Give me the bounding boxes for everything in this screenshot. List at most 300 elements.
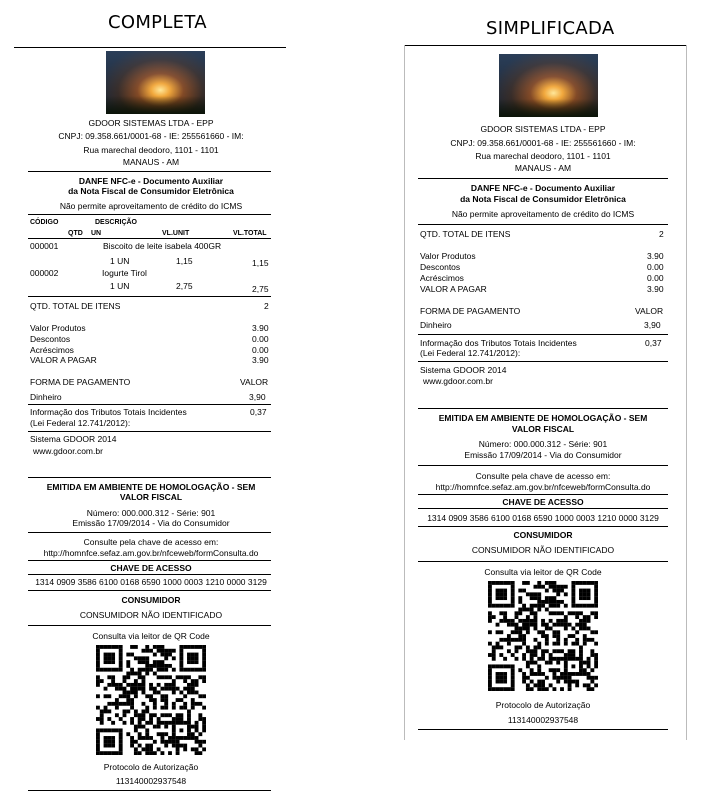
qr-module [552, 642, 556, 646]
qr-module [187, 721, 191, 725]
qr-module [488, 687, 492, 691]
qr-module [104, 740, 108, 744]
qr-module [579, 649, 583, 653]
qr-module [526, 619, 530, 623]
qr-module [499, 676, 503, 680]
tributos-lei: (Lei Federal 12.741/2012): [30, 418, 131, 428]
qr-module [518, 630, 522, 634]
qr-module [179, 706, 183, 710]
qr-module [568, 680, 572, 684]
qr-module [583, 596, 587, 600]
qr-module [107, 694, 111, 698]
qr-module [179, 664, 183, 668]
qr-module [488, 585, 492, 589]
qr-module [142, 649, 146, 653]
qr-module [496, 604, 500, 608]
qr-module [552, 596, 556, 600]
qr-module [130, 698, 134, 702]
qr-module [568, 623, 572, 627]
danfe-note: Não permite aproveitamento de crédito do ICMS [451, 209, 635, 219]
qr-module [138, 656, 142, 660]
qr-module [545, 661, 549, 665]
qr-module [183, 721, 187, 725]
qr-module [511, 687, 515, 691]
qr-module [503, 657, 507, 661]
qr-module [107, 702, 111, 706]
qr-module [160, 645, 164, 649]
qr-module [149, 721, 153, 725]
qr-module [545, 687, 549, 691]
qr-module [168, 683, 172, 687]
qr-module [164, 687, 168, 691]
qr-module [107, 660, 111, 664]
qr-module [126, 694, 130, 698]
qr-module [123, 713, 127, 717]
qr-module [583, 683, 587, 687]
qr-module [575, 683, 579, 687]
qr-module [195, 668, 199, 672]
qr-module [96, 653, 100, 657]
qr-module [496, 680, 500, 684]
qr-module [499, 653, 503, 657]
qr-module [568, 653, 572, 657]
qr-module [503, 680, 507, 684]
qr-module [594, 585, 598, 589]
descontos-value: 0.00 [647, 262, 664, 272]
item-qty: 1 UN [110, 256, 130, 266]
qr-module [537, 672, 541, 676]
qr-module [149, 668, 153, 672]
header-vl-unit: VL.UNIT [162, 230, 190, 237]
qr-module [198, 751, 202, 755]
qr-module [579, 657, 583, 661]
qr-module [119, 645, 123, 649]
qr-module [138, 675, 142, 679]
qr-module [571, 589, 575, 593]
qr-module [590, 676, 594, 680]
qr-module [183, 702, 187, 706]
qr-module [530, 611, 534, 615]
qr-module [515, 645, 519, 649]
qr-module [496, 642, 500, 646]
qr-module [179, 675, 183, 679]
qr-module [575, 638, 579, 642]
qr-module [107, 656, 111, 660]
qr-module [560, 611, 564, 615]
qr-module [111, 721, 115, 725]
qr-module [168, 653, 172, 657]
qr-module [195, 702, 199, 706]
qr-module [545, 608, 549, 612]
qr-module [518, 634, 522, 638]
qr-module [202, 740, 206, 744]
qr-module [123, 679, 127, 683]
qr-module [503, 664, 507, 668]
qr-module [104, 656, 108, 660]
qr-module [176, 687, 180, 691]
qr-module [111, 683, 115, 687]
qr-module [149, 664, 153, 668]
qr-module [503, 581, 507, 585]
qr-module [503, 615, 507, 619]
qr-module [534, 611, 538, 615]
qr-module [96, 736, 100, 740]
qr-module [183, 687, 187, 691]
divider [418, 508, 668, 509]
divider [28, 171, 271, 172]
qr-module [579, 604, 583, 608]
qr-module [552, 657, 556, 661]
qr-module [191, 656, 195, 660]
sistema-label: Sistema GDOOR 2014 [30, 434, 117, 444]
qr-module [134, 740, 138, 744]
qr-module [191, 725, 195, 729]
qr-module [119, 668, 123, 672]
valor-a-pagar-label: VALOR A PAGAR [420, 284, 487, 294]
qr-module [198, 675, 202, 679]
qr-module [537, 664, 541, 668]
qr-module [107, 645, 111, 649]
qr-module [499, 680, 503, 684]
qr-module [560, 619, 564, 623]
qr-module [503, 619, 507, 623]
danfe-subtitle: da Nota Fiscal de Consumidor Eletrônica [460, 194, 626, 204]
qr-module [176, 751, 180, 755]
qr-module [549, 611, 553, 615]
consumidor-value: CONSUMIDOR NÃO IDENTIFICADO [471, 545, 615, 555]
border-right [686, 45, 687, 740]
qr-module [187, 653, 191, 657]
qr-module [160, 706, 164, 710]
divider [418, 361, 668, 362]
qr-module [191, 660, 195, 664]
qr-module [488, 683, 492, 687]
qr-module [594, 653, 598, 657]
qr-module [172, 683, 176, 687]
qr-module [575, 642, 579, 646]
qr-module [100, 721, 104, 725]
qr-module [515, 649, 519, 653]
qr-module [545, 596, 549, 600]
qr-module [142, 717, 146, 721]
qr-module [556, 589, 560, 593]
qr-module [522, 657, 526, 661]
qr-module [134, 679, 138, 683]
qr-module [187, 736, 191, 740]
qr-module [157, 732, 161, 736]
qr-module [526, 623, 530, 627]
qr-module [164, 725, 168, 729]
item-code: 000002 [30, 268, 59, 278]
qr-module [564, 668, 568, 672]
qr-module [564, 653, 568, 657]
qr-module [126, 691, 130, 695]
qr-module [594, 657, 598, 661]
qr-module [541, 657, 545, 661]
qr-module [556, 604, 560, 608]
valor-produtos-value: 3.90 [647, 251, 664, 261]
qr-module [164, 721, 168, 725]
qr-module [507, 642, 511, 646]
qr-module [202, 656, 206, 660]
qr-module [176, 717, 180, 721]
qr-module [530, 687, 534, 691]
qr-module [594, 581, 598, 585]
qr-module [503, 611, 507, 615]
qr-module [549, 581, 553, 585]
qr-module [552, 581, 556, 585]
qr-module [111, 668, 115, 672]
tributos-lei: (Lei Federal 12.741/2012): [420, 348, 521, 358]
qr-module [518, 627, 522, 631]
qr-code[interactable] [96, 645, 206, 755]
company-address: Rua marechal deodoro, 1101 - 1101 [83, 145, 219, 155]
qr-module [183, 668, 187, 672]
qr-module [202, 694, 206, 698]
qr-module [138, 725, 142, 729]
qr-module [202, 668, 206, 672]
header-un: UN [91, 230, 102, 237]
qr-module [556, 600, 560, 604]
qr-module [115, 713, 119, 717]
qr-module [96, 656, 100, 660]
qr-module [104, 660, 108, 664]
qr-module [530, 608, 534, 612]
qr-module [96, 649, 100, 653]
qr-module [496, 581, 500, 585]
qr-module [123, 694, 127, 698]
qr-module [515, 627, 519, 631]
qr-module [545, 676, 549, 680]
qr-module [594, 604, 598, 608]
qr-module [587, 596, 591, 600]
qr-module [503, 604, 507, 608]
qr-module [130, 653, 134, 657]
qr-module [499, 604, 503, 608]
qr-module [164, 706, 168, 710]
qr-module [583, 661, 587, 665]
qr-module [130, 691, 134, 695]
qr-module [191, 687, 195, 691]
forma-pagamento-valor-label: VALOR [240, 377, 269, 387]
qr-module [179, 717, 183, 721]
qr-module [153, 702, 157, 706]
qr-module [153, 698, 157, 702]
qr-module [534, 645, 538, 649]
qr-module [534, 683, 538, 687]
qr-module [202, 717, 206, 721]
qr-module [571, 657, 575, 661]
qr-module [168, 687, 172, 691]
qr-module [583, 623, 587, 627]
qr-module [149, 751, 153, 755]
qr-module [160, 740, 164, 744]
qr-module [126, 702, 130, 706]
qr-module [564, 592, 568, 596]
qr-module [160, 736, 164, 740]
qr-module [587, 683, 591, 687]
qr-module [518, 589, 522, 593]
qr-module [149, 687, 153, 691]
qr-module [134, 683, 138, 687]
consulta-url[interactable]: http://homnfce.sefaz.am.gov.br/nfceweb/formConsulta.do [435, 482, 651, 492]
qr-module [126, 664, 130, 668]
qr-module [107, 668, 111, 672]
qr-module [157, 725, 161, 729]
qr-module [556, 611, 560, 615]
qr-module [579, 668, 583, 672]
qr-module [138, 744, 142, 748]
qr-module [590, 649, 594, 653]
qr-module [583, 642, 587, 646]
qr-module [575, 672, 579, 676]
qr-module [492, 604, 496, 608]
qr-module [511, 619, 515, 623]
qr-module [575, 623, 579, 627]
divider [28, 404, 271, 405]
divider [418, 465, 668, 466]
qr-module [579, 592, 583, 596]
consulta-url[interactable]: http://homnfce.sefaz.am.gov.br/nfceweb/formConsulta.do [43, 548, 259, 558]
qr-module [541, 649, 545, 653]
qr-module [191, 706, 195, 710]
qr-module [587, 638, 591, 642]
divider [28, 214, 271, 215]
divider [418, 494, 668, 495]
qr-module [534, 585, 538, 589]
qr-module [537, 657, 541, 661]
qr-label: Consulta via leitor de QR Code [92, 631, 210, 641]
qr-module [556, 638, 560, 642]
qr-module [511, 664, 515, 668]
qr-module [541, 683, 545, 687]
protocolo-value: 113140002937548 [115, 776, 187, 786]
qr-module [552, 623, 556, 627]
qr-module [119, 744, 123, 748]
qr-module [526, 581, 530, 585]
qr-module [115, 668, 119, 672]
qr-module [541, 604, 545, 608]
qr-module [142, 683, 146, 687]
qr-module [488, 672, 492, 676]
qr-module [530, 680, 534, 684]
qr-module [564, 585, 568, 589]
qr-module [560, 687, 564, 691]
company-logo-image [106, 51, 205, 114]
homologacao-warning-2: VALOR FISCAL [119, 492, 183, 502]
qr-module [202, 725, 206, 729]
qr-module [568, 649, 572, 653]
qr-module [488, 619, 492, 623]
qr-module [145, 706, 149, 710]
qr-module [537, 645, 541, 649]
divider [28, 560, 271, 561]
qr-module [571, 642, 575, 646]
numero-serie: Número: 000.000.312 - Série: 901 [478, 439, 608, 449]
qr-module [503, 676, 507, 680]
qr-module [145, 709, 149, 713]
qr-module [123, 687, 127, 691]
qr-module [564, 627, 568, 631]
qr-module [564, 642, 568, 646]
qr-module [556, 661, 560, 665]
qr-module [104, 728, 108, 732]
qr-module [530, 619, 534, 623]
qr-module [149, 747, 153, 751]
qr-module [556, 619, 560, 623]
qr-module [564, 661, 568, 665]
valor-produtos-value: 3.90 [252, 323, 269, 333]
qr-module [195, 653, 199, 657]
divider [418, 178, 668, 179]
qr-module [499, 611, 503, 615]
qr-module [534, 615, 538, 619]
qr-module [594, 596, 598, 600]
qr-module [571, 604, 575, 608]
qr-module [568, 611, 572, 615]
qr-module [541, 619, 545, 623]
qr-module [130, 645, 134, 649]
qr-module [202, 664, 206, 668]
qr-module [594, 600, 598, 604]
danfe-title: DANFE NFC-e - Documento Auxiliar [470, 183, 616, 193]
qr-module [488, 592, 492, 596]
qr-module [522, 619, 526, 623]
qr-code[interactable] [488, 581, 598, 691]
qr-module [545, 634, 549, 638]
qr-module [496, 676, 500, 680]
qr-module [134, 687, 138, 691]
qr-module [511, 638, 515, 642]
qr-module [202, 747, 206, 751]
qr-module [579, 581, 583, 585]
qr-module [115, 728, 119, 732]
qr-module [168, 664, 172, 668]
qr-module [104, 709, 108, 713]
qr-module [104, 687, 108, 691]
divider [418, 526, 668, 527]
qr-module [107, 717, 111, 721]
qr-module [100, 668, 104, 672]
danfe-subtitle: da Nota Fiscal de Consumidor Eletrônica [68, 186, 234, 196]
divider [28, 625, 271, 626]
qr-module [507, 619, 511, 623]
qr-module [579, 661, 583, 665]
acrescimos-label: Acréscimos [30, 345, 74, 355]
qr-module [138, 721, 142, 725]
company-address: Rua marechal deodoro, 1101 - 1101 [475, 151, 611, 161]
qr-module [104, 645, 108, 649]
qr-module [126, 675, 130, 679]
qr-module [96, 645, 100, 649]
divider [28, 574, 271, 575]
qr-module [541, 680, 545, 684]
qr-module [187, 691, 191, 695]
qr-module [191, 702, 195, 706]
qr-module [104, 706, 108, 710]
qr-module [541, 653, 545, 657]
sistema-label: Sistema GDOOR 2014 [420, 365, 507, 375]
qr-module [503, 596, 507, 600]
qr-module [568, 683, 572, 687]
qr-module [560, 600, 564, 604]
qr-module [145, 656, 149, 660]
qr-module [191, 698, 195, 702]
qr-module [195, 660, 199, 664]
qr-module [104, 751, 108, 755]
qr-module [499, 687, 503, 691]
qr-module [571, 664, 575, 668]
